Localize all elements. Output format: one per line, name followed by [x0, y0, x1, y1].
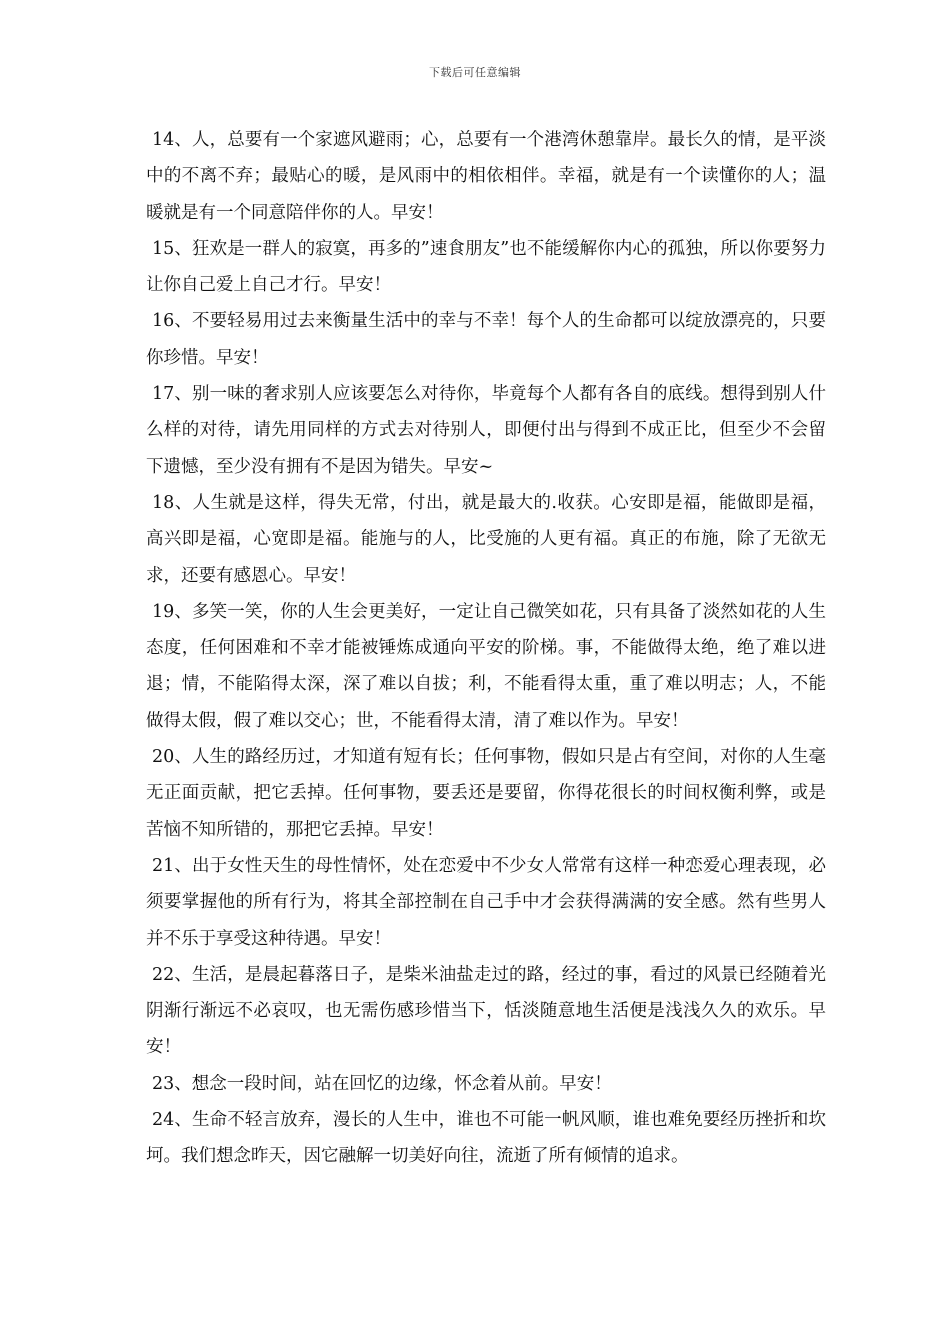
paragraph-19: 19、多笑一笑，你的人生会更美好，一定让自己微笑如花，只有具备了淡然如花的人生态度，任何困难和不幸才能被锤炼成通向平安的阶梯。事，不能做得太绝，绝了难以进退；情，不能陷得太深，深了难以自拔；利，不能看得太重，重了难以明志；人，不能做得太假，假了难以交心；世，不能看得太清，清了难以作为。早安！: [146, 601, 826, 731]
document-body: [146, 122, 826, 1175]
paragraph-20: 20、人生的路经历过，才知道有短有长；任何事物，假如只是占有空间，对你的人生毫无正面贡献，把它丢掉。任何事物，要丢还是要留，你得花很长的时间权衡利弊，或是苦恼不知所错的，那把它丢掉。早安！: [146, 747, 826, 840]
paragraph-14: 14、人，总要有一个家遮风避雨；心，总要有一个港湾休憩靠岸。最长久的情，是平淡中的不离不弃；最贴心的暖，是风雨中的相依相伴。幸福，就是有一个读懂你的人；温暖就是有一个同意陪伴你的人。早安！: [146, 130, 826, 223]
page-header: 下载后可任意编辑: [429, 66, 521, 79]
paragraph-18: 18、人生就是这样，得失无常，付出，就是最大的.收获。心安即是福，能做即是福，高兴即是福，心宽即是福。能施与的人，比受施的人更有福。真正的布施，除了无欲无求，还要有感恩心。早安！: [146, 492, 826, 586]
paragraph-16: 16、不要轻易用过去来衡量生活中的幸与不幸！每个人的生命都可以绽放漂亮的，只要你珍惜。早安！: [146, 311, 826, 368]
paragraph-23: 23、想念一段时间，站在回忆的边缘，怀念着从前。早安！: [152, 1073, 612, 1094]
paragraph-24: 24、生命不轻言放弃，漫长的人生中，谁也不可能一帆风顺，谁也难免要经历挫折和坎坷。我们想念昨天，因它融解一切美好向往，流逝了所有倾情的追求。: [146, 1110, 826, 1167]
paragraph-22: 22、生活，是晨起暮落日子，是柴米油盐走过的路，经过的事，看过的风景已经随着光阴渐行渐远不必哀叹，也无需伤感珍惜当下，恬淡随意地生活便是浅浅久久的欢乐。早安！: [146, 964, 826, 1058]
paragraph-21: 21、出于女性天生的母性情怀，处在恋爱中不少女人常常有这样一种恋爱心理表现，必须要掌握他的所有行为，将其全部控制在自己手中才会获得满满的安全感。然有些男人并不乐于享受这种待遇。早安！: [146, 855, 826, 949]
paragraph-15: 15、狂欢是一群人的寂寞，再多的”速食朋友”也不能缓解你内心的孤独，所以你要努力让你自己爱上自己才行。早安！: [146, 238, 826, 296]
paragraph-17: 17、别一味的奢求别人应该要怎么对待你，毕竟每个人都有各自的底线。想得到别人什么样的对待，请先用同样的方式去对待别人，即便付出与得到不成正比，但至少不会留下遗憾，至少没有拥有不是因为错失。早安~: [146, 384, 826, 477]
